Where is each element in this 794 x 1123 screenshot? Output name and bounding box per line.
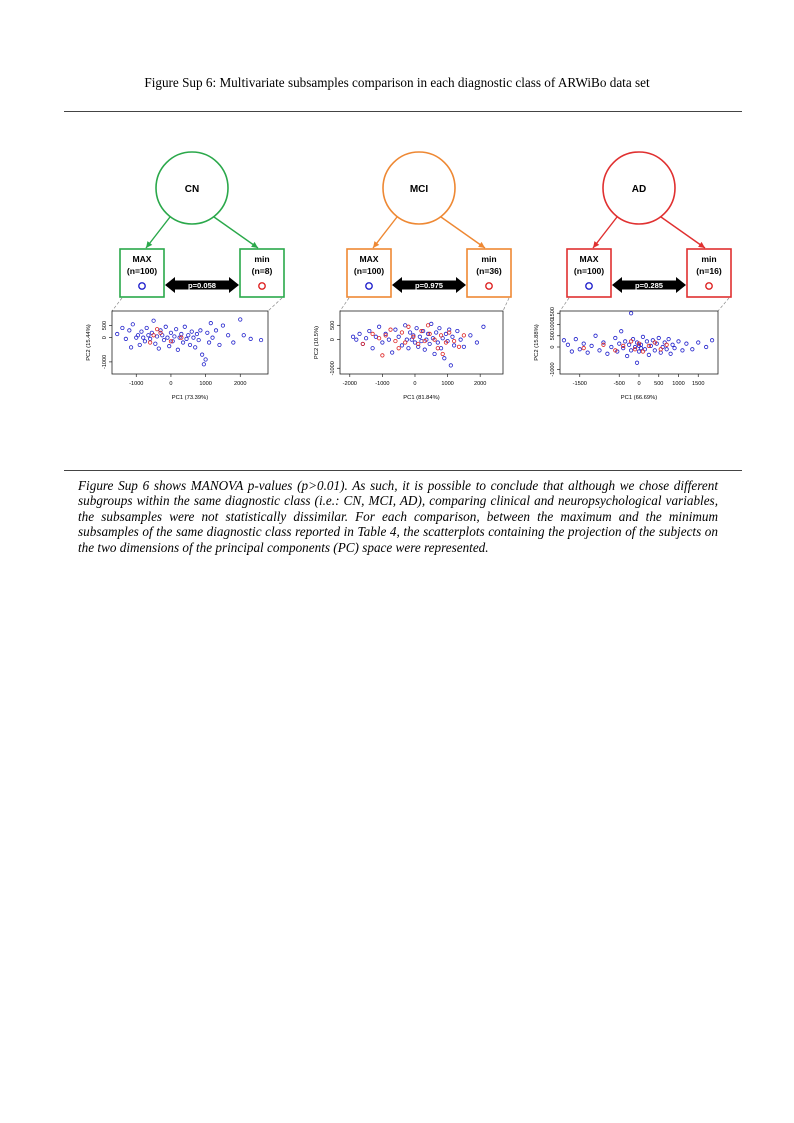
mci-pvalue: p=0.975 (414, 281, 444, 291)
mci-ytick-label: 0 (330, 338, 336, 342)
cn-ytick-label: 0 (102, 336, 108, 340)
ad-xtick-label: -1500 (572, 381, 587, 387)
figure-title: Figure Sup 6: Multivariate subsamples comparison in each diagnostic class of ARWiBo data set (144, 75, 650, 90)
mci-arrow-min (441, 217, 485, 248)
mci-xtick-label: 2000 (473, 381, 487, 387)
ad-xtick-label: 500 (654, 381, 664, 387)
ad-class-label: AD (631, 184, 647, 195)
mci-arrowhead-min (478, 242, 485, 248)
ad-ytick-label: 1500 (550, 307, 556, 320)
cn-guide-left (112, 298, 122, 311)
mci-xtick-label: 0 (413, 381, 417, 387)
cn-xtick-label: 1000 (199, 381, 212, 387)
mci-xtick-label: 1000 (441, 381, 454, 387)
ad-xtick-label: 0 (637, 381, 641, 387)
ad-ytick-label: 0 (550, 345, 556, 349)
cn-plot-frame (112, 311, 268, 374)
ad-arrow-min (661, 217, 705, 248)
cn-ylabel: PC2 (15.44%) (86, 324, 92, 361)
ad-ytick-label: -1000 (550, 362, 556, 377)
ad-guide-left (560, 298, 569, 311)
cn-arrowhead-min (251, 242, 258, 248)
ad-xtick-label: 1500 (692, 381, 705, 387)
mci-max-n: (n=100) (353, 266, 385, 276)
figure-caption: Figure Sup 6 shows MANOVA p-values (p>0.01). As such, it is possible to conclude that although we chose different subgroups within the same diagnostic class (i.e.: CN, MCI, AD), comparing clinical and neuropsychological variables, the subsamples were not statistically dissimilar. For each comparison, between the maximum and the minimum subsamples of the same diagnostic class reported in Table 4, the scatterplots containing the projection of the subjects on the two dimensions of the principal components (PC) space were represented. (78, 478, 718, 555)
mci-guide-right (503, 298, 509, 311)
mci-xlabel: PC1 (81.84%) (403, 395, 440, 401)
cn-arrow-min (214, 217, 258, 248)
ad-ylabel: PC2 (15.88%) (534, 324, 540, 361)
mci-guide-left (340, 298, 349, 311)
mci-ytick-label: -1000 (330, 361, 336, 376)
mci-xtick-label: -1000 (375, 381, 390, 387)
cn-max-n: (n=100) (126, 266, 158, 276)
ad-xtick-label: -500 (613, 381, 625, 387)
ad-xtick-label: 1000 (672, 381, 685, 387)
mci-xtick-label: -2000 (342, 381, 357, 387)
cn-min-label: min (254, 254, 270, 264)
figure-panels (0, 0, 794, 470)
bottom-rule (64, 470, 742, 471)
mci-ylabel: PC2 (10.5%) (314, 325, 320, 360)
ad-min-label: min (701, 254, 717, 264)
mci-class-label: MCI (409, 184, 429, 195)
cn-guide-right (268, 298, 282, 311)
cn-ytick-label: -1000 (102, 354, 108, 370)
ad-xlabel: PC1 (66.69%) (620, 395, 658, 401)
cn-min-n: (n=8) (251, 266, 273, 276)
ad-ytick-label: 500 (550, 331, 556, 341)
ad-min-n: (n=16) (696, 266, 722, 276)
ad-arrowhead-min (698, 242, 705, 248)
cn-class-label: CN (184, 184, 200, 195)
cn-ytick-label: 500 (102, 320, 108, 331)
cn-pvalue: p=0.058 (187, 281, 217, 291)
ad-pvalue: p=0.285 (634, 281, 664, 291)
ad-max-label: MAX (579, 254, 599, 264)
mci-max-label: MAX (359, 254, 379, 264)
mci-min-n: (n=36) (476, 266, 502, 276)
cn-xlabel: PC1 (73.39%) (171, 395, 209, 401)
cn-xtick-label: 0 (169, 381, 173, 387)
ad-ytick-label: 1000 (550, 318, 556, 331)
cn-xtick-label: -1000 (129, 381, 144, 387)
ad-max-n: (n=100) (573, 266, 605, 276)
cn-xtick-label: 2000 (234, 381, 247, 387)
cn-max-label: MAX (132, 254, 152, 264)
mci-ytick-label: 500 (330, 320, 336, 330)
ad-guide-right (718, 298, 729, 311)
mci-min-label: min (481, 254, 497, 264)
